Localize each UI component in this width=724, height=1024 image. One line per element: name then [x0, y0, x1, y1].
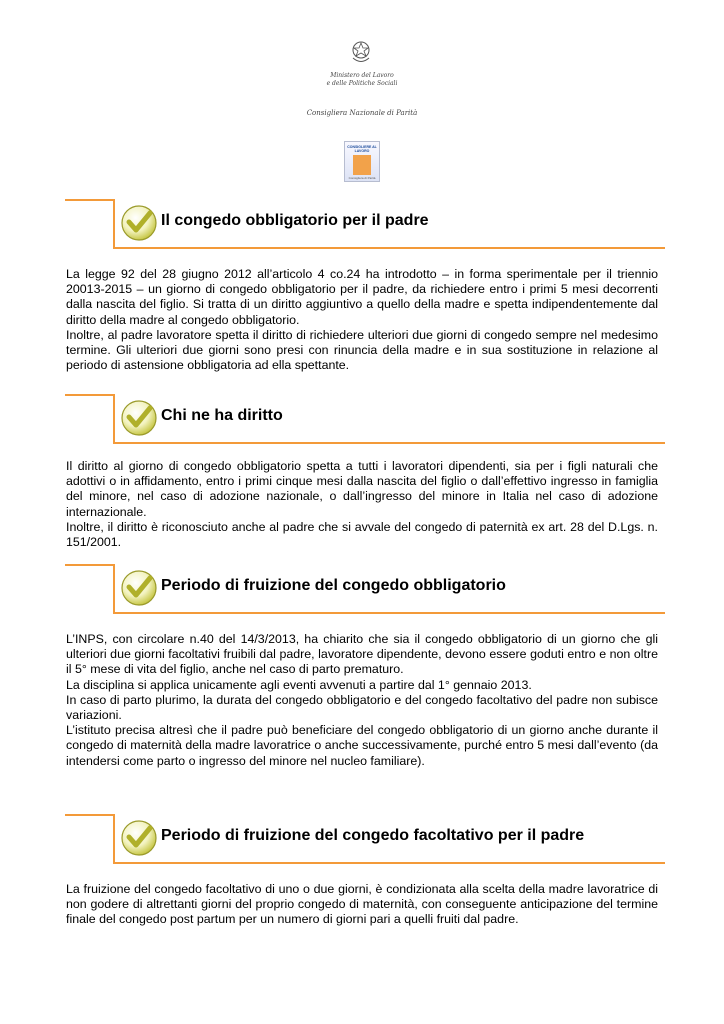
- section-header-1: [65, 199, 665, 251]
- paragraph: L’INPS, con circolare n.40 del 14/3/2013, ha chiarito che sia il congedo obbligatorio di un giorno che gli ulteriori due giorni facoltativi fruibili dal padre, lavoratore dipendente, devono essere goduti entro e non oltre il 5° mese di vita del figlio, anche nel caso di parto prematuro.: [66, 632, 658, 677]
- section-body-3: [66, 632, 658, 769]
- italian-emblem-icon: [350, 38, 372, 66]
- section-title-2: Chi ne ha diritto: [161, 407, 283, 424]
- section-title-1: Il congedo obbligatorio per il padre: [161, 212, 429, 229]
- check-icon: [119, 202, 159, 242]
- section-body-2: [66, 459, 658, 550]
- check-icon: [119, 817, 159, 857]
- paragraph: Inoltre, il diritto è riconosciuto anche al padre che si avvale del congedo di paternità ex art. 28 del D.Lgs. n. 151/2001.: [66, 519, 658, 550]
- ministry-name: [300, 72, 424, 88]
- paragraph: La fruizione del congedo facoltativo di uno o due giorni, è condizionata alla scelta della madre lavoratrice di non godere di altrettanti giorni del proprio congedo di maternità, con conseguente anticipazione del termine finale del congedo post partum per un numero di giorni pari a quelli fruiti dal padre.: [66, 882, 658, 927]
- logo-text: CONSIGLIERE AL LAVORO: [347, 145, 377, 153]
- paragraph: In caso di parto plurimo, la durata del congedo obbligatorio e del congedo facoltativo del padre non subisce variazioni.: [66, 692, 658, 723]
- paragraph: La legge 92 del 28 giugno 2012 all’articolo 4 co.24 ha introdotto – in forma sperimentale per il triennio 20013-2015 – un giorno di congedo obbligatorio per il padre, da richiedere entro i primi 5 mesi decorrenti dalla nascita del figlio. Si tratta di un diritto aggiuntivo a quello della madre e spetta indipendentemente dal diritto della madre al congedo obbligatorio.: [66, 267, 658, 327]
- section-body-1: [66, 267, 658, 373]
- paragraph: L’istituto precisa altresì che il padre può beneficiare del congedo obbligatorio di un giorno anche durante il congedo di maternità della madre lavoratrice o anche successivamente, purché entro 5 mesi dall’evento (da intendersi come parto o ingresso del minore nel nucleo familiare).: [66, 723, 658, 768]
- section-header-2: [65, 394, 665, 446]
- check-icon: [119, 397, 159, 437]
- section-body-4: [66, 882, 658, 928]
- check-icon: [119, 567, 159, 607]
- section-title-4: Periodo di fruizione del congedo facoltativo per il padre: [161, 827, 585, 844]
- ministry-line1: Ministero del Lavoro: [330, 72, 394, 79]
- section-header-4: [65, 814, 665, 866]
- paragraph: La disciplina si applica unicamente agli eventi avvenuti a partire dal 1° gennaio 2013.: [66, 677, 532, 692]
- ministry-line2: e delle Politiche Sociali: [326, 80, 398, 87]
- logo-figure: [353, 155, 371, 175]
- consigliera-title: Consigliera Nazionale di Parità: [306, 109, 418, 117]
- section-header-3: [65, 564, 665, 616]
- paragraph: Inoltre, al padre lavoratore spetta il diritto di richiedere ulteriori due giorni di congedo sempre nel medesimo termine. Gli ulteriori due giorni sono presi con rinuncia della madre e in sua sostituzione in relazione al periodo di astensione obbligatoria ad ella spettante.: [66, 327, 658, 373]
- paragraph: Il diritto al giorno di congedo obbligatorio spetta a tutti i lavoratori dipendenti, sia per i figli naturali che adottivi o in affidamento, entro i primi cinque mesi dalla nascita del figlio o dall’effettivo ingresso in famiglia del minore, nel caso di adozione nazionale, o dall’ingresso del minore in Italia nel caso di adozione internazionale.: [66, 459, 658, 519]
- logo-subtext: Consigliera di Parità: [348, 176, 376, 180]
- consigliere-logo: [344, 141, 380, 182]
- section-title-3: Periodo di fruizione del congedo obbligatorio: [161, 577, 506, 594]
